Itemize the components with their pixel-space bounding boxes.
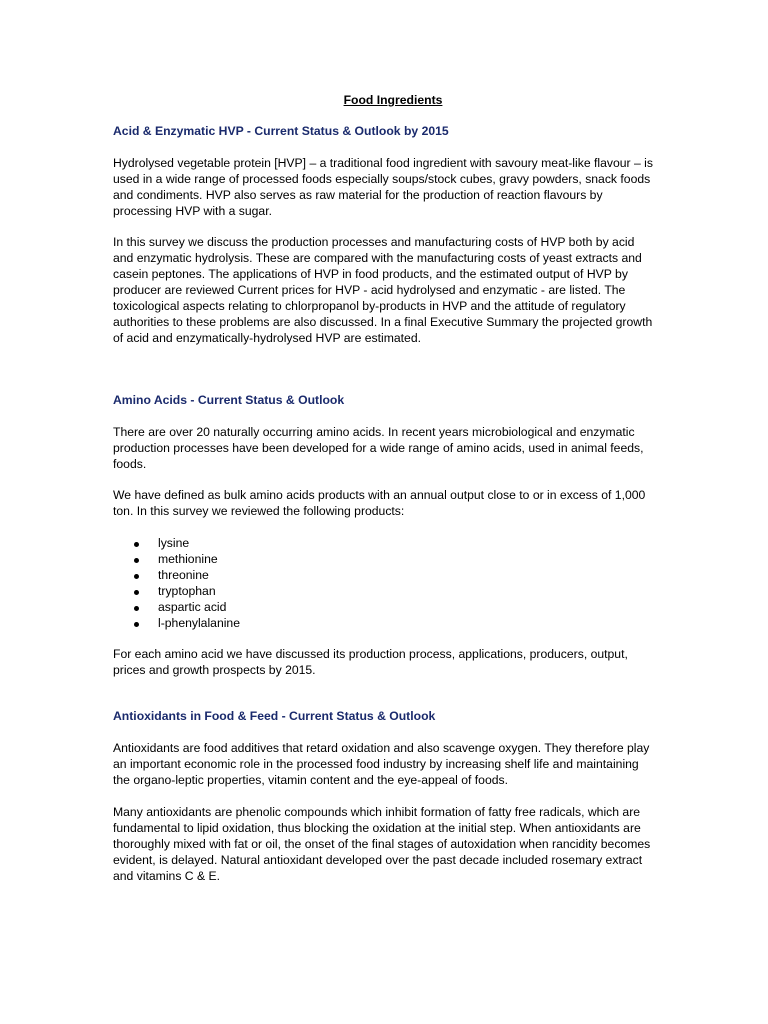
list-item-label: l-phenylalanine [158,615,240,630]
amino-acid-list [113,536,658,631]
list-item [113,568,658,584]
section-heading-hvp: Acid & Enzymatic HVP - Current Status & Outlook by 2015 [113,123,449,138]
paragraph: For each amino acid we have discussed its production process, applications, producers, output, prices and growth prospects by 2015. [113,646,628,677]
bullet-icon [134,574,139,579]
list-item-label: threonine [158,568,209,583]
paragraph: Antioxidants are food additives that retard oxidation and also scavenge oxygen. They therefore play an important economic role in the processed food industry by increasing shelf life and maintaining the organo-leptic properties, vitamin content and the eye-appeal of foods. [113,741,650,788]
list-item-label: aspartic acid [158,599,227,614]
bullet-icon [134,622,139,627]
section-heading-amino-acids: Amino Acids - Current Status & Outlook [113,392,345,407]
bullet-icon [134,590,139,595]
list-item [113,616,658,632]
list-item-label: methionine [158,552,218,567]
list-item [113,536,658,552]
bullet-icon [134,606,139,611]
list-item [113,600,658,616]
document-page [113,93,658,885]
section-heading-antioxidants: Antioxidants in Food & Feed - Current Status & Outlook [113,709,436,724]
paragraph: We have defined as bulk amino acids products with an annual output close to or in excess of 1,000 ton. In this survey we reviewed the following products: [113,488,646,519]
paragraph: In this survey we discuss the production processes and manufacturing costs of HVP both by acid and enzymatic hydrolysis. These are compared with the manufacturing costs of yeast extracts and casein peptones. The applications of HVP in food products, and the estimated output of HVP by producer are reviewed Current prices for HVP - acid hydrolysed and enzymatic - are listed. The toxicological aspects relating to chlorpropanol by-products in HVP and the attitude of regulatory authorities to these problems are also discussed. In a final Executive Summary the projected growth of acid and enzymatically-hydrolysed HVP are estimated. [113,235,653,345]
paragraph: Many antioxidants are phenolic compounds which inhibit formation of fatty free radicals, which are fundamental to lipid oxidation, thus blocking the oxidation at the initial step. When antioxidants are thoroughly mixed with fat or oil, the onset of the final stages of autoxidation when rancidity becomes evident, is delayed. Natural antioxidant developed over the past decade included rosemary extract and vitamins C & E. [113,805,651,883]
list-item [113,552,658,568]
list-item [113,584,658,600]
bullet-icon [134,542,139,547]
paragraph: There are over 20 naturally occurring amino acids. In recent years microbiological and enzymatic production processes have been developed for a wide range of amino acids, used in animal feeds, foods. [113,424,644,471]
paragraph: Hydrolysed vegetable protein [HVP] – a traditional food ingredient with savoury meat-like flavour – is used in a wide range of processed foods especially soups/stock cubes, gravy powders, snack foods and condiments. HVP also serves as raw material for the production of reaction flavours by processing HVP with a sugar. [113,155,653,218]
bullet-icon [134,558,139,563]
list-item-label: lysine [158,536,190,551]
list-item-label: tryptophan [158,583,216,598]
document-title: Food Ingredients [343,93,443,107]
